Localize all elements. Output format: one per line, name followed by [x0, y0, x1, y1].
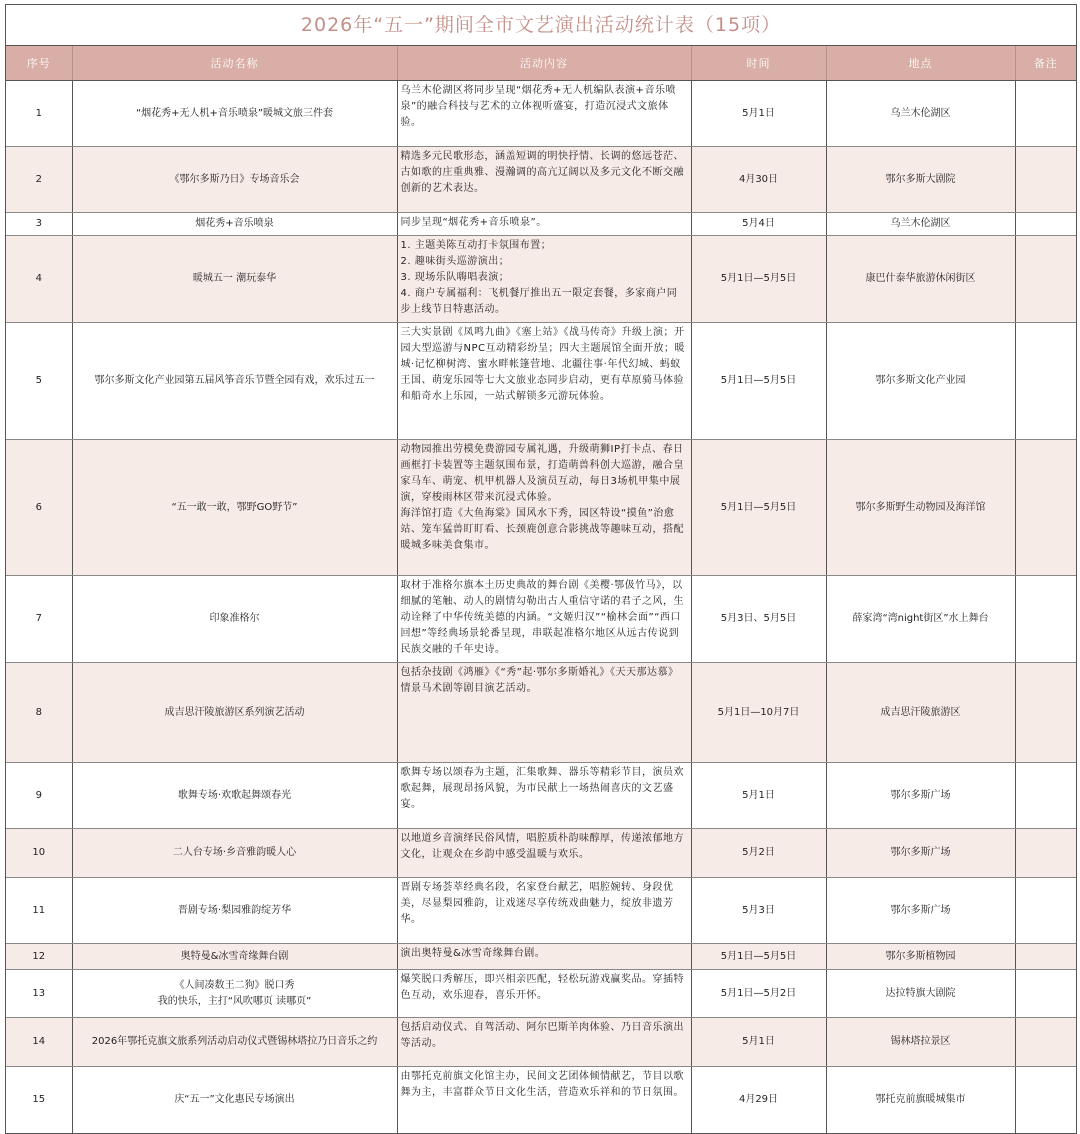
activity-content: 包括启动仪式、自驾活动、阿尔巴斯羊肉体验、乃日音乐演出等活动。: [397, 1018, 691, 1067]
activity-place: 鄂尔多斯广场: [826, 829, 1015, 878]
activity-name: “烟花秀+无人机+音乐喷泉”暖城文旅三件套: [72, 81, 397, 147]
table-row: [6, 970, 1076, 1018]
table-row: [6, 213, 1076, 236]
row-number: 10: [6, 829, 72, 878]
activity-content: 爆笑脱口秀解压，即兴相亲匹配，轻松玩游戏赢奖品。穿插特色互动，欢乐迎春，喜乐开怀。: [397, 970, 691, 1018]
activity-note: [1015, 829, 1076, 878]
activity-content: 演出奥特曼&冰雪奇缘舞台剧。: [397, 944, 691, 970]
table-row: [6, 663, 1076, 763]
activity-content: 同步呈现“烟花秀+音乐喷泉”。: [397, 213, 691, 236]
activity-content: 乌兰木伦湖区将同步呈现“烟花秀+无人机编队表演+音乐喷泉”的融合科技与艺术的立体视听盛宴，打造沉浸式文旅体验。: [397, 81, 691, 147]
activity-note: [1015, 1067, 1076, 1133]
activity-place: 锡林塔拉景区: [826, 1018, 1015, 1067]
content-line: 动物园推出劳模免费游园专属礼遇，升级萌狮IP打卡点、春日画框打卡装置等主题氛围布景，打造萌兽科创大巡游，融合皇家马车、萌宠、机甲机器人及演员互动，每日3场机甲集中展演，穿梭雨林区带来沉浸式体验。: [400, 444, 684, 503]
activity-name: 烟花秀+音乐喷泉: [72, 213, 397, 236]
activity-note: [1015, 81, 1076, 147]
activity-name: 成吉思汗陵旅游区系列演艺活动: [72, 663, 397, 763]
column-header-number: 序号: [6, 46, 72, 81]
row-number: 14: [6, 1018, 72, 1067]
page-title: 2026年“五一”期间全市文艺演出活动统计表（15项）: [6, 5, 1076, 46]
column-header-name: 活动名称: [72, 46, 397, 81]
activity-content: 三大实景剧《凤鸣九曲》《塞上站》《战马传奇》升级上演；开园大型巡游与NPC互动精彩纷呈；四大主题展馆全面开放；暖城·记忆柳树湾、蜜水畔帐篷营地、北疆往事·年代幻城、蚂蚁王国、萌宠乐园等七大文旅业态同步启动，更有草原骑马体验和船奇水上乐园，一站式解锁多元游玩体验。: [397, 323, 691, 440]
content-line: 4. 商户专属福利：飞机餐厅推出五一限定套餐，多家商户同步上线节日特惠活动。: [400, 288, 678, 315]
activity-time: 5月3日: [691, 878, 826, 944]
activity-place: 达拉特旗大剧院: [826, 970, 1015, 1018]
table-row: [6, 576, 1076, 663]
row-number: 9: [6, 763, 72, 829]
activity-content: [397, 236, 691, 323]
activity-time: 5月1日—5月2日: [691, 970, 826, 1018]
activity-content: 精选多元民歌形态，涵盖短调的明快抒情、长调的悠远苍茫、古如歌的庄重典雅、漫瀚调的高亢辽阔以及多元文化不断交融创新的艺术表达。: [397, 147, 691, 213]
content-line: 1. 主题美陈互动打卡氛围布置；: [400, 240, 552, 251]
activity-name: 印象准格尔: [72, 576, 397, 663]
content-line: 3. 现场乐队嗨唱表演；: [400, 272, 510, 283]
row-number: 11: [6, 878, 72, 944]
row-number: 7: [6, 576, 72, 663]
row-number: 2: [6, 147, 72, 213]
activity-content: 取材于准格尔旗本土历史典故的舞台剧《美樱·鄂伋竹马》，以细腻的笔触、动人的剧情勾勒出古人重信守诺的君子之风，生动诠释了中华传统美德的内涵。“文姬归汉”“榆林会面”“西口回想”等经典场景轮番呈现，串联起准格尔地区从远古传说到民族交融的千年史诗。: [397, 576, 691, 663]
table-row: [6, 323, 1076, 440]
row-number: 3: [6, 213, 72, 236]
activity-place: 乌兰木伦湖区: [826, 213, 1015, 236]
activity-time: 5月1日—5月5日: [691, 944, 826, 970]
activity-note: [1015, 878, 1076, 944]
activity-place: 鄂尔多斯广场: [826, 878, 1015, 944]
activity-time: 5月2日: [691, 829, 826, 878]
table-row: [6, 878, 1076, 944]
table-row: [6, 944, 1076, 970]
table-row: [6, 81, 1076, 147]
row-number: 12: [6, 944, 72, 970]
activity-note: [1015, 663, 1076, 763]
activity-table: [6, 46, 1076, 1133]
row-number: 4: [6, 236, 72, 323]
activity-name: 暖城五一 潮玩泰华: [72, 236, 397, 323]
activity-place: 鄂尔多斯广场: [826, 763, 1015, 829]
table-row: [6, 1018, 1076, 1067]
table-row: [6, 147, 1076, 213]
row-number: 6: [6, 440, 72, 576]
activity-time: 5月1日—5月5日: [691, 323, 826, 440]
activity-content: 歌舞专场以颂春为主题，汇集歌舞、器乐等精彩节目，演员欢歌起舞，展现昂扬风貌，为市民献上一场热闹喜庆的文艺盛宴。: [397, 763, 691, 829]
column-header-content: 活动内容: [397, 46, 691, 81]
activity-note: [1015, 1018, 1076, 1067]
activity-content: 由鄂托克前旗文化馆主办，民间文艺团体倾情献艺，节目以歌舞为主，丰富群众节日文化生活，营造欢乐祥和的节日氛围。: [397, 1067, 691, 1133]
row-number: 13: [6, 970, 72, 1018]
activity-note: [1015, 147, 1076, 213]
activity-name: 晋剧专场·梨园雅韵绽芳华: [72, 878, 397, 944]
name-line: 我的快乐，主打“风吹哪页 读哪页”: [157, 995, 312, 1007]
table-header-row: [6, 46, 1076, 81]
activity-time: 5月1日: [691, 1018, 826, 1067]
activity-place: 鄂尔多斯大剧院: [826, 147, 1015, 213]
activity-name: 《鄂尔多斯乃日》专场音乐会: [72, 147, 397, 213]
activity-note: [1015, 763, 1076, 829]
activity-note: [1015, 440, 1076, 576]
content-line: 海洋馆打造《大鱼海棠》国风水下秀，园区特设“摸鱼”治愈站、笼车猛兽盯盯看、长颈鹿创意合影挑战等趣味互动，搭配暖城多味美食集市。: [400, 508, 684, 551]
activity-place: 鄂尔多斯植物园: [826, 944, 1015, 970]
activity-name: 庆“五一”文化惠民专场演出: [72, 1067, 397, 1133]
activity-note: [1015, 323, 1076, 440]
activity-name: 二人台专场·乡音雅韵暖人心: [72, 829, 397, 878]
activity-time: 5月3日、5月5日: [691, 576, 826, 663]
activity-name: [72, 970, 397, 1018]
name-line: 《人间凑数王二狗》脱口秀: [174, 979, 295, 991]
row-number: 1: [6, 81, 72, 147]
activity-content: 以地道乡音演绎民俗风情，唱腔质朴韵味醇厚，传递浓郁地方文化，让观众在乡韵中感受温暖与欢乐。: [397, 829, 691, 878]
activity-name: 歌舞专场·欢歌起舞颂春光: [72, 763, 397, 829]
activity-name: 鄂尔多斯文化产业园第五届风筝音乐节暨全园有戏，欢乐过五一: [72, 323, 397, 440]
table-row: [6, 440, 1076, 576]
column-header-time: 时间: [691, 46, 826, 81]
activity-place: 薛家湾“湾night街区”水上舞台: [826, 576, 1015, 663]
table-row: [6, 236, 1076, 323]
column-header-note: 备注: [1015, 46, 1076, 81]
activity-time: 5月1日—10月7日: [691, 663, 826, 763]
activity-time: 5月1日: [691, 763, 826, 829]
activity-name: 2026年鄂托克旗文旅系列活动启动仪式暨锡林塔拉乃日音乐之约: [72, 1018, 397, 1067]
table-row: [6, 763, 1076, 829]
activity-time: 4月29日: [691, 1067, 826, 1133]
activity-content: [397, 440, 691, 576]
table-row: [6, 1067, 1076, 1133]
activity-place: 康巴什泰华旅游休闲街区: [826, 236, 1015, 323]
table-row: [6, 829, 1076, 878]
activity-place: 鄂尔多斯文化产业园: [826, 323, 1015, 440]
statistics-sheet: [5, 4, 1077, 1134]
activity-place: 乌兰木伦湖区: [826, 81, 1015, 147]
activity-content: 包括杂技剧《鸿雁》《“秀”起·鄂尔多斯婚礼》《天天那达慕》情景马术剧等剧目演艺活动。: [397, 663, 691, 763]
activity-note: [1015, 213, 1076, 236]
activity-place: 鄂尔多斯野生动物园及海洋馆: [826, 440, 1015, 576]
activity-place: 鄂托克前旗暖城集市: [826, 1067, 1015, 1133]
activity-time: 5月1日: [691, 81, 826, 147]
activity-time: 5月1日—5月5日: [691, 236, 826, 323]
activity-note: [1015, 944, 1076, 970]
activity-time: 4月30日: [691, 147, 826, 213]
column-header-place: 地点: [826, 46, 1015, 81]
activity-note: [1015, 576, 1076, 663]
activity-name: “五一敢一敢，鄂野GO野节”: [72, 440, 397, 576]
activity-place: 成吉思汗陵旅游区: [826, 663, 1015, 763]
activity-time: 5月1日—5月5日: [691, 440, 826, 576]
activity-time: 5月4日: [691, 213, 826, 236]
activity-note: [1015, 236, 1076, 323]
activity-name: 奥特曼&冰雪奇缘舞台剧: [72, 944, 397, 970]
row-number: 8: [6, 663, 72, 763]
row-number: 15: [6, 1067, 72, 1133]
content-line: 2. 趣味街头巡游演出；: [400, 256, 510, 267]
activity-content: 晋剧专场荟萃经典名段，名家登台献艺，唱腔婉转、身段优美，尽显梨园雅韵，让戏迷尽享传统戏曲魅力，绽放非遗芳华。: [397, 878, 691, 944]
row-number: 5: [6, 323, 72, 440]
activity-note: [1015, 970, 1076, 1018]
